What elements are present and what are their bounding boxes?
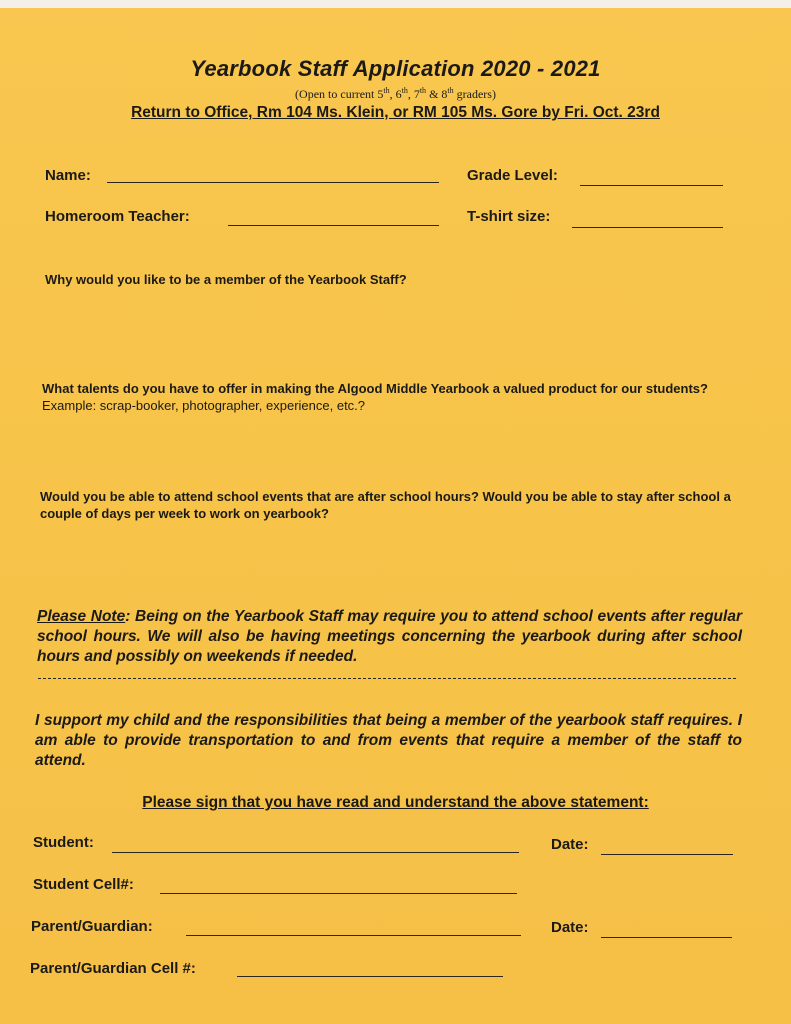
- name-field[interactable]: [107, 182, 439, 183]
- student-cell-label: Student Cell#:: [33, 876, 134, 893]
- please-note: Please Note: Being on the Yearbook Staff may require you to attend school events after regular school hours. We will also be having meetings concerning the yearbook during after school hours and possibly on weekends if needed.: [37, 608, 742, 665]
- answer-area-why-join[interactable]: [45, 290, 745, 370]
- scan-edge: [0, 0, 791, 8]
- parent-signature-label: Parent/Guardian:: [31, 918, 153, 935]
- signature-heading: Please sign that you have read and understand the above statement:: [142, 794, 649, 811]
- form-subtitle: (Open to current 5th, 6th, 7th & 8th graders): [295, 86, 496, 101]
- answer-area-talents[interactable]: [42, 420, 742, 480]
- student-cell-field[interactable]: [160, 893, 517, 894]
- parent-date-field[interactable]: [601, 937, 732, 938]
- homeroom-teacher-label: Homeroom Teacher:: [45, 208, 190, 225]
- parent-support-statement: I support my child and the responsibilities that being a member of the yearbook staff requires. I am able to provide transportation to and from events that require a member of the staff to attend.: [35, 712, 742, 769]
- tshirt-size-label: T-shirt size:: [467, 208, 551, 225]
- form-title: Yearbook Staff Application 2020 - 2021: [190, 56, 601, 81]
- tshirt-size-field[interactable]: [572, 227, 723, 228]
- student-date-field[interactable]: [601, 854, 733, 855]
- question-availability: Would you be able to attend school events that are after school hours? Would you be able to stay after school a couple of days per week to work on yearbook?: [40, 489, 731, 521]
- student-date-label: Date:: [551, 836, 589, 853]
- homeroom-teacher-field[interactable]: [228, 225, 439, 226]
- question-why-join: Why would you like to be a member of the Yearbook Staff?: [45, 272, 407, 287]
- grade-level-field[interactable]: [580, 185, 723, 186]
- dashed-divider: [38, 678, 736, 679]
- parent-cell-field[interactable]: [237, 976, 503, 977]
- return-instructions: Return to Office, Rm 104 Ms. Klein, or RM 105 Ms. Gore by Fri. Oct. 23rd: [131, 104, 660, 121]
- parent-cell-label: Parent/Guardian Cell #:: [30, 960, 196, 977]
- parent-signature-field[interactable]: [186, 935, 521, 936]
- student-signature-field[interactable]: [112, 852, 519, 853]
- parent-date-label: Date:: [551, 919, 589, 936]
- answer-area-availability[interactable]: [40, 528, 740, 598]
- question-talents: What talents do you have to offer in making the Algood Middle Yearbook a valued product for our students? Example: scrap-booker, photographer, experience, etc.?: [42, 381, 708, 413]
- name-label: Name:: [45, 167, 91, 184]
- grade-level-label: Grade Level:: [467, 167, 558, 184]
- student-signature-label: Student:: [33, 834, 94, 851]
